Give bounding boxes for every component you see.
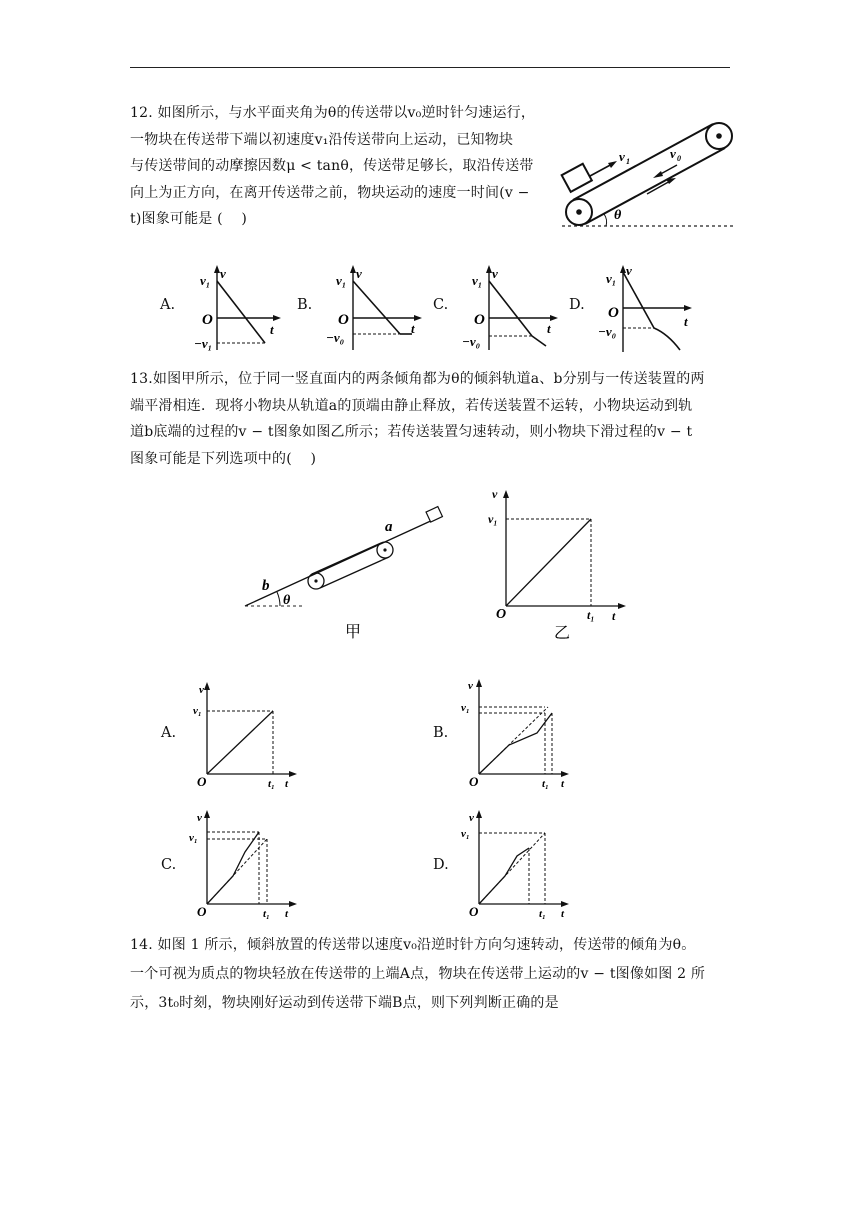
svg-text:v: v xyxy=(356,266,362,281)
q13-graph-d xyxy=(461,808,575,923)
q12-graph-a xyxy=(190,262,285,352)
svg-text:t: t xyxy=(285,778,289,790)
svg-text:v: v xyxy=(469,812,474,824)
svg-text:−v₀: −v₀ xyxy=(598,324,617,339)
svg-text:v₁: v₁ xyxy=(189,832,198,844)
svg-text:−v₀: −v₀ xyxy=(326,330,345,345)
q13-option-b-label: B. xyxy=(433,725,449,741)
q12-option-d-label: D. xyxy=(569,297,585,313)
svg-text:t₁: t₁ xyxy=(268,778,275,790)
svg-text:t: t xyxy=(561,908,565,920)
svg-text:v₁: v₁ xyxy=(606,271,617,286)
svg-text:O: O xyxy=(197,774,207,789)
q12-line-5: t)图象可能是 ( ) xyxy=(130,211,248,227)
q13-jia-b: b xyxy=(262,578,270,594)
svg-text:O: O xyxy=(608,305,619,321)
q12-line-2: 一物块在传送带下端以初速度v₁沿传送带向上运动，已知物块 xyxy=(130,131,514,148)
svg-text:t: t xyxy=(270,322,274,337)
svg-text:v: v xyxy=(199,684,204,696)
svg-text:0: 0 xyxy=(677,154,681,163)
svg-text:t₁: t₁ xyxy=(542,778,549,790)
q13-fig-jia xyxy=(240,500,450,650)
svg-text:v: v xyxy=(492,266,498,281)
svg-text:t₁: t₁ xyxy=(539,908,546,920)
q12-option-c-label: C. xyxy=(433,297,449,313)
svg-text:−v₀: −v₀ xyxy=(462,334,481,349)
q13-yi-caption: 乙 xyxy=(554,623,571,642)
svg-text:t: t xyxy=(547,321,551,336)
q13-line-3: 道b底端的过程的v − t图象如图乙所示；若传送装置匀速转动，则小物块下滑过程的v − t xyxy=(130,424,693,440)
q12a-v1-label: v₁ xyxy=(200,273,211,288)
svg-text:t: t xyxy=(561,778,565,790)
svg-text:v: v xyxy=(626,263,632,278)
q12-fig-v0: v xyxy=(670,146,676,161)
q13-graph-a xyxy=(193,678,303,793)
q12-graph-b xyxy=(326,262,426,352)
svg-text:θ: θ xyxy=(283,593,291,608)
svg-text:t₁: t₁ xyxy=(263,908,270,920)
svg-text:v: v xyxy=(468,680,473,692)
svg-text:t: t xyxy=(684,314,688,329)
q13-graph-c xyxy=(189,808,303,923)
q13-option-d-label: D. xyxy=(433,857,449,873)
q13-fig-yi xyxy=(484,484,634,644)
svg-text:v₁: v₁ xyxy=(336,273,347,288)
svg-text:1: 1 xyxy=(626,157,630,166)
svg-text:O: O xyxy=(338,312,349,328)
svg-text:O: O xyxy=(197,904,207,919)
svg-text:t: t xyxy=(285,908,289,920)
svg-text:v₁: v₁ xyxy=(193,705,202,717)
header-rule xyxy=(130,67,730,68)
svg-text:v: v xyxy=(220,266,226,281)
q13-line-2: 端平滑相连．现将小物块从轨道a的顶端由静止释放，若传送装置不运转，小物块运动到轨 xyxy=(130,397,693,414)
svg-text:v₁: v₁ xyxy=(461,702,470,714)
svg-text:O: O xyxy=(469,774,479,789)
q13-option-a-label: A. xyxy=(161,725,177,741)
q12a-neg-label: −v₁ xyxy=(194,336,213,351)
q14-line-3: 示，3t₀时刻，物块刚好运动到传送带下端B点，则下列判断正确的是 xyxy=(130,995,559,1011)
q12-option-b-label: B. xyxy=(297,297,313,313)
q13-option-c-label: C. xyxy=(161,857,177,873)
q13-jia-a: a xyxy=(385,519,393,535)
q12-conveyor-figure xyxy=(562,108,737,233)
q12-graph-c xyxy=(462,262,562,352)
q13-line-1: 13.如图甲所示，位于同一竖直面内的两条倾角都为θ的倾斜轨道a、b分别与一传送装置的两 xyxy=(130,371,705,387)
svg-text:v: v xyxy=(492,487,498,501)
svg-text:O: O xyxy=(474,312,485,328)
q12-line-3: 与传送带间的动摩擦因数μ < tanθ，传送带足够长，取沿传送带 xyxy=(130,158,534,174)
svg-text:t₁: t₁ xyxy=(587,608,595,622)
svg-text:v₁: v₁ xyxy=(461,828,470,840)
svg-text:t: t xyxy=(411,321,415,336)
svg-text:O: O xyxy=(202,312,213,328)
svg-text:v₁: v₁ xyxy=(488,512,498,526)
svg-text:t: t xyxy=(612,609,616,623)
q13-line-4: 图象可能是下列选项中的( ) xyxy=(130,450,317,467)
svg-text:O: O xyxy=(496,607,507,622)
q14-line-2: 一个可视为质点的物块轻放在传送带的上端A点，物块在传送带上运动的v − t图像如图 2 所 xyxy=(130,966,706,982)
q12-option-a-label: A. xyxy=(160,297,176,313)
svg-text:O: O xyxy=(469,904,479,919)
q12-line-4: 向上为正方向，在离开传送带之前，物块运动的速度一时间(v − xyxy=(130,184,530,201)
q14-line-1: 14. 如图 1 所示，倾斜放置的传送带以速度v₀沿逆时针方向匀速转动，传送带的倾角为θ。 xyxy=(130,937,696,953)
svg-text:v: v xyxy=(197,812,202,824)
q12-fig-v1: v xyxy=(619,149,625,164)
q12-graph-d xyxy=(596,262,696,354)
q13-jia-caption: 甲 xyxy=(345,622,362,641)
q12-fig-theta: θ xyxy=(614,208,622,223)
q12-line-1: 12. 如图所示，与水平面夹角为θ的传送带以v₀逆时针匀速运行， xyxy=(130,105,536,121)
q13-graph-b xyxy=(461,678,575,793)
svg-text:v₁: v₁ xyxy=(472,273,483,288)
